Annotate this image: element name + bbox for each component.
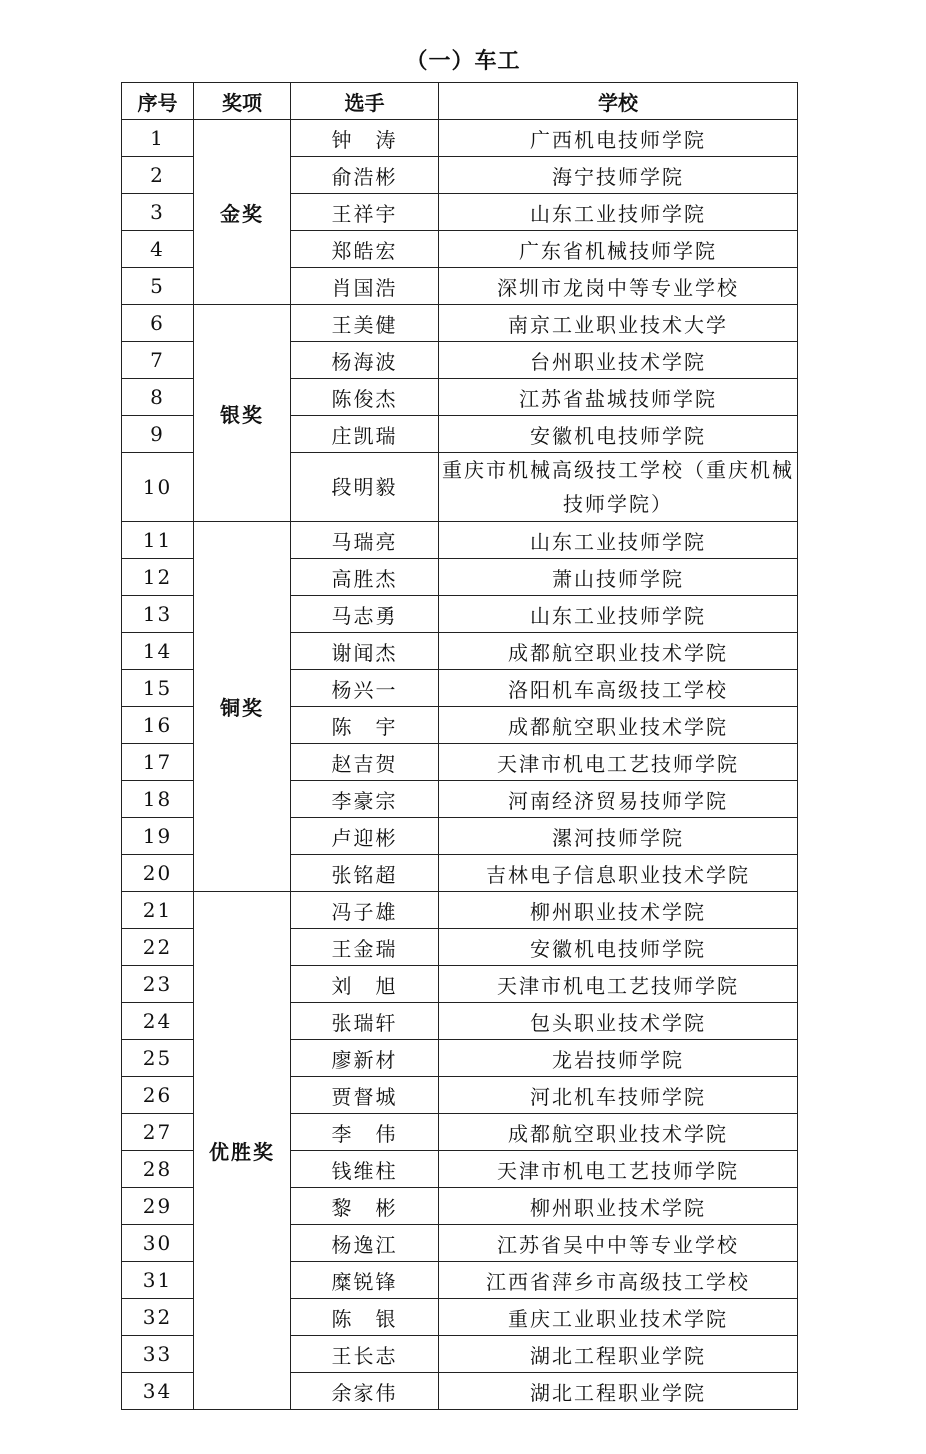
row-index: 8	[122, 379, 194, 416]
header-award: 奖项	[194, 83, 291, 120]
school-name: 成都航空职业技术学院	[439, 1114, 798, 1151]
player-name: 王祥宇	[291, 194, 439, 231]
row-index: 20	[122, 855, 194, 892]
school-name: 山东工业技师学院	[439, 194, 798, 231]
row-index: 34	[122, 1373, 194, 1410]
school-name: 江苏省吴中中等专业学校	[439, 1225, 798, 1262]
school-name: 柳州职业技术学院	[439, 892, 798, 929]
table-row	[122, 120, 798, 157]
school-name: 海宁技师学院	[439, 157, 798, 194]
player-name: 赵吉贺	[291, 744, 439, 781]
row-index: 24	[122, 1003, 194, 1040]
row-index: 14	[122, 633, 194, 670]
player-name: 王金瑞	[291, 929, 439, 966]
player-name: 陈俊杰	[291, 379, 439, 416]
player-name: 李 伟	[291, 1114, 439, 1151]
row-index: 29	[122, 1188, 194, 1225]
player-name: 段明毅	[291, 453, 439, 522]
row-index: 10	[122, 453, 194, 522]
table-row	[122, 522, 798, 559]
row-index: 17	[122, 744, 194, 781]
school-name: 山东工业技师学院	[439, 596, 798, 633]
player-name: 王美健	[291, 305, 439, 342]
school-name: 洛阳机车高级技工学校	[439, 670, 798, 707]
school-name: 柳州职业技术学院	[439, 1188, 798, 1225]
row-index: 9	[122, 416, 194, 453]
school-name: 萧山技师学院	[439, 559, 798, 596]
school-name: 包头职业技术学院	[439, 1003, 798, 1040]
row-index: 15	[122, 670, 194, 707]
player-name: 杨逸江	[291, 1225, 439, 1262]
player-name: 刘 旭	[291, 966, 439, 1003]
school-name: 天津市机电工艺技师学院	[439, 966, 798, 1003]
row-index: 25	[122, 1040, 194, 1077]
school-name: 天津市机电工艺技师学院	[439, 744, 798, 781]
award-level: 银奖	[194, 305, 291, 522]
row-index: 7	[122, 342, 194, 379]
page-title: （一）车工	[405, 49, 521, 74]
school-name: 湖北工程职业学院	[439, 1373, 798, 1410]
table-row	[122, 892, 798, 929]
row-index: 16	[122, 707, 194, 744]
player-name: 冯子雄	[291, 892, 439, 929]
school-name: 河南经济贸易技师学院	[439, 781, 798, 818]
row-index: 28	[122, 1151, 194, 1188]
row-index: 22	[122, 929, 194, 966]
header-row	[122, 83, 798, 120]
player-name: 高胜杰	[291, 559, 439, 596]
row-index: 18	[122, 781, 194, 818]
header-school: 学校	[439, 83, 798, 120]
player-name: 杨兴一	[291, 670, 439, 707]
player-name: 张铭超	[291, 855, 439, 892]
school-name: 深圳市龙岗中等专业学校	[439, 268, 798, 305]
school-name: 湖北工程职业学院	[439, 1336, 798, 1373]
player-name: 马瑞亮	[291, 522, 439, 559]
school-name: 吉林电子信息职业技术学院	[439, 855, 798, 892]
player-name: 钱维柱	[291, 1151, 439, 1188]
player-name: 余家伟	[291, 1373, 439, 1410]
row-index: 33	[122, 1336, 194, 1373]
player-name: 谢闻杰	[291, 633, 439, 670]
award-level: 优胜奖	[194, 892, 291, 1410]
school-name: 安徽机电技师学院	[439, 929, 798, 966]
row-index: 13	[122, 596, 194, 633]
school-name: 南京工业职业技术大学	[439, 305, 798, 342]
player-name: 陈 宇	[291, 707, 439, 744]
school-name: 江苏省盐城技师学院	[439, 379, 798, 416]
row-index: 3	[122, 194, 194, 231]
player-name: 杨海波	[291, 342, 439, 379]
school-name: 江西省萍乡市高级技工学校	[439, 1262, 798, 1299]
player-name: 庄凯瑞	[291, 416, 439, 453]
header-player: 选手	[291, 83, 439, 120]
header-index: 序号	[122, 83, 194, 120]
row-index: 11	[122, 522, 194, 559]
player-name: 郑皓宏	[291, 231, 439, 268]
school-name: 天津市机电工艺技师学院	[439, 1151, 798, 1188]
school-name: 龙岩技师学院	[439, 1040, 798, 1077]
row-index: 31	[122, 1262, 194, 1299]
row-index: 6	[122, 305, 194, 342]
school-name: 台州职业技术学院	[439, 342, 798, 379]
school-name: 安徽机电技师学院	[439, 416, 798, 453]
player-name: 钟 涛	[291, 120, 439, 157]
school-name: 漯河技师学院	[439, 818, 798, 855]
row-index: 1	[122, 120, 194, 157]
table-body	[122, 120, 798, 1410]
player-name: 黎 彬	[291, 1188, 439, 1225]
player-name: 俞浩彬	[291, 157, 439, 194]
player-name: 张瑞轩	[291, 1003, 439, 1040]
school-name: 成都航空职业技术学院	[439, 707, 798, 744]
row-index: 5	[122, 268, 194, 305]
award-level: 金奖	[194, 120, 291, 305]
school-name: 河北机车技师学院	[439, 1077, 798, 1114]
school-name: 成都航空职业技术学院	[439, 633, 798, 670]
player-name: 糜锐锋	[291, 1262, 439, 1299]
award-table	[121, 82, 798, 1410]
table-row	[122, 305, 798, 342]
school-name: 重庆工业职业技术学院	[439, 1299, 798, 1336]
row-index: 21	[122, 892, 194, 929]
school-name: 山东工业技师学院	[439, 522, 798, 559]
player-name: 王长志	[291, 1336, 439, 1373]
player-name: 马志勇	[291, 596, 439, 633]
row-index: 23	[122, 966, 194, 1003]
school-name: 广西机电技师学院	[439, 120, 798, 157]
player-name: 廖新材	[291, 1040, 439, 1077]
row-index: 4	[122, 231, 194, 268]
player-name: 贾督城	[291, 1077, 439, 1114]
school-name: 重庆市机械高级技工学校（重庆机械技师学院）	[439, 453, 798, 522]
player-name: 卢迎彬	[291, 818, 439, 855]
row-index: 26	[122, 1077, 194, 1114]
row-index: 19	[122, 818, 194, 855]
player-name: 陈 银	[291, 1299, 439, 1336]
row-index: 12	[122, 559, 194, 596]
row-index: 32	[122, 1299, 194, 1336]
row-index: 2	[122, 157, 194, 194]
school-name: 广东省机械技师学院	[439, 231, 798, 268]
row-index: 27	[122, 1114, 194, 1151]
award-level: 铜奖	[194, 522, 291, 892]
row-index: 30	[122, 1225, 194, 1262]
player-name: 李豪宗	[291, 781, 439, 818]
player-name: 肖国浩	[291, 268, 439, 305]
